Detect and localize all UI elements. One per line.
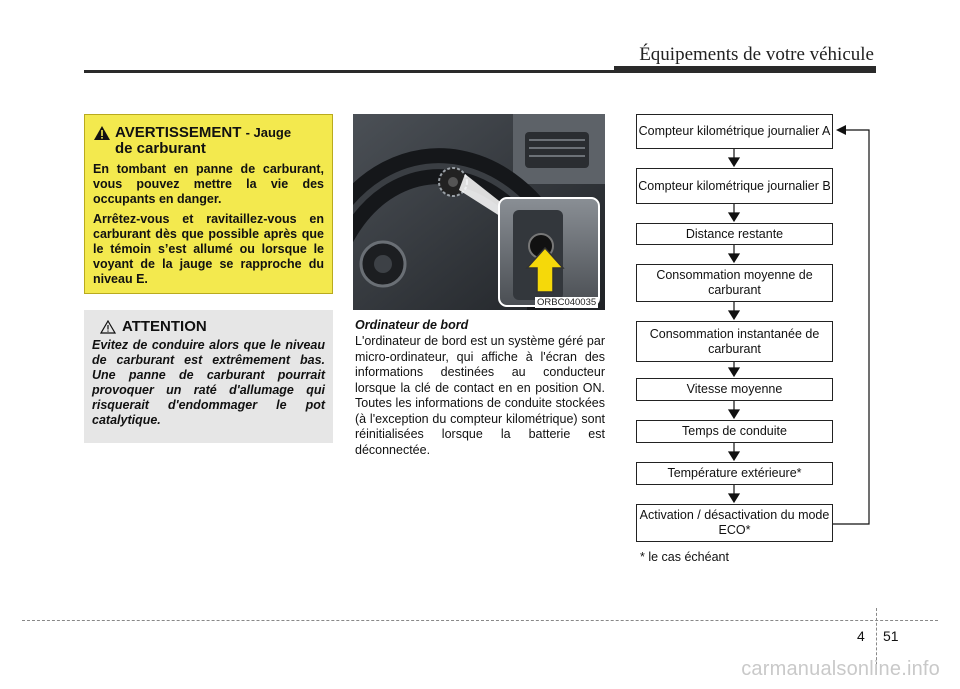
footer-rule <box>22 620 938 621</box>
photo-reference-code: ORBC040035 <box>537 297 597 308</box>
flow-item-trip-a: Compteur kilométrique journalier A <box>636 114 833 149</box>
attention-text: Evitez de conduire alors que le niveau de carburant est extrêmement bas. Une panne de carburant pourrait provoquer un raté d'allumage qui risquerait d'endommager le pot catalytique. <box>92 338 325 427</box>
section-title: Ordinateur de bord <box>355 318 469 332</box>
flow-item-instant-consumption: Consommation instantanée de carburant <box>636 321 833 362</box>
flow-return-arrowhead <box>836 125 846 135</box>
flow-footnote: * le cas échéant <box>640 550 729 564</box>
warning-paragraph-2: Arrêtez-vous et ravitaillez-vous en carburant dès que possible après que le témoin s’est allumé ou lorsque le voyant de la jauge se rapproche du niveau E. <box>93 212 324 286</box>
warning-title: AVERTISSEMENT <box>115 124 242 141</box>
flow-item-average-speed: Vitesse moyenne <box>636 378 833 401</box>
flow-item-distance-to-empty: Distance restante <box>636 223 833 245</box>
warning-title-line2: de carburant <box>115 140 206 157</box>
warning-title-suffix: - Jauge <box>245 125 292 140</box>
warning-paragraph-1: En tombant en panne de carburant, vous pouvez mettre la vie des occupants en danger. <box>93 162 324 206</box>
watermark: carmanualsonline.info <box>741 658 940 680</box>
page-number: 51 <box>883 628 899 644</box>
flow-item-outside-temperature: Température extérieure* <box>636 462 833 485</box>
flow-return-line <box>833 130 869 524</box>
section-body: L'ordinateur de bord est un système géré par micro-ordinateur, qui affiche à l'écran des informations destinées au conducteur lorsque la clé de contact en en position ON. Toutes les informations de conduite stockées (à l'exception du compteur kilométrique) sont réinitialisées lorsque la batterie est déconnectée. <box>355 334 605 457</box>
flow-item-average-consumption: Consommation moyenne de carburant <box>636 264 833 302</box>
flow-item-driving-time: Temps de conduite <box>636 420 833 443</box>
chapter-title: Équipements de votre véhicule <box>639 44 874 65</box>
flow-item-eco-mode: Activation / désactivation du mode ECO* <box>636 504 833 542</box>
flow-item-trip-b: Compteur kilométrique journalier B <box>636 168 833 204</box>
attention-title: ATTENTION <box>122 318 207 335</box>
chapter-number: 4 <box>857 628 865 644</box>
